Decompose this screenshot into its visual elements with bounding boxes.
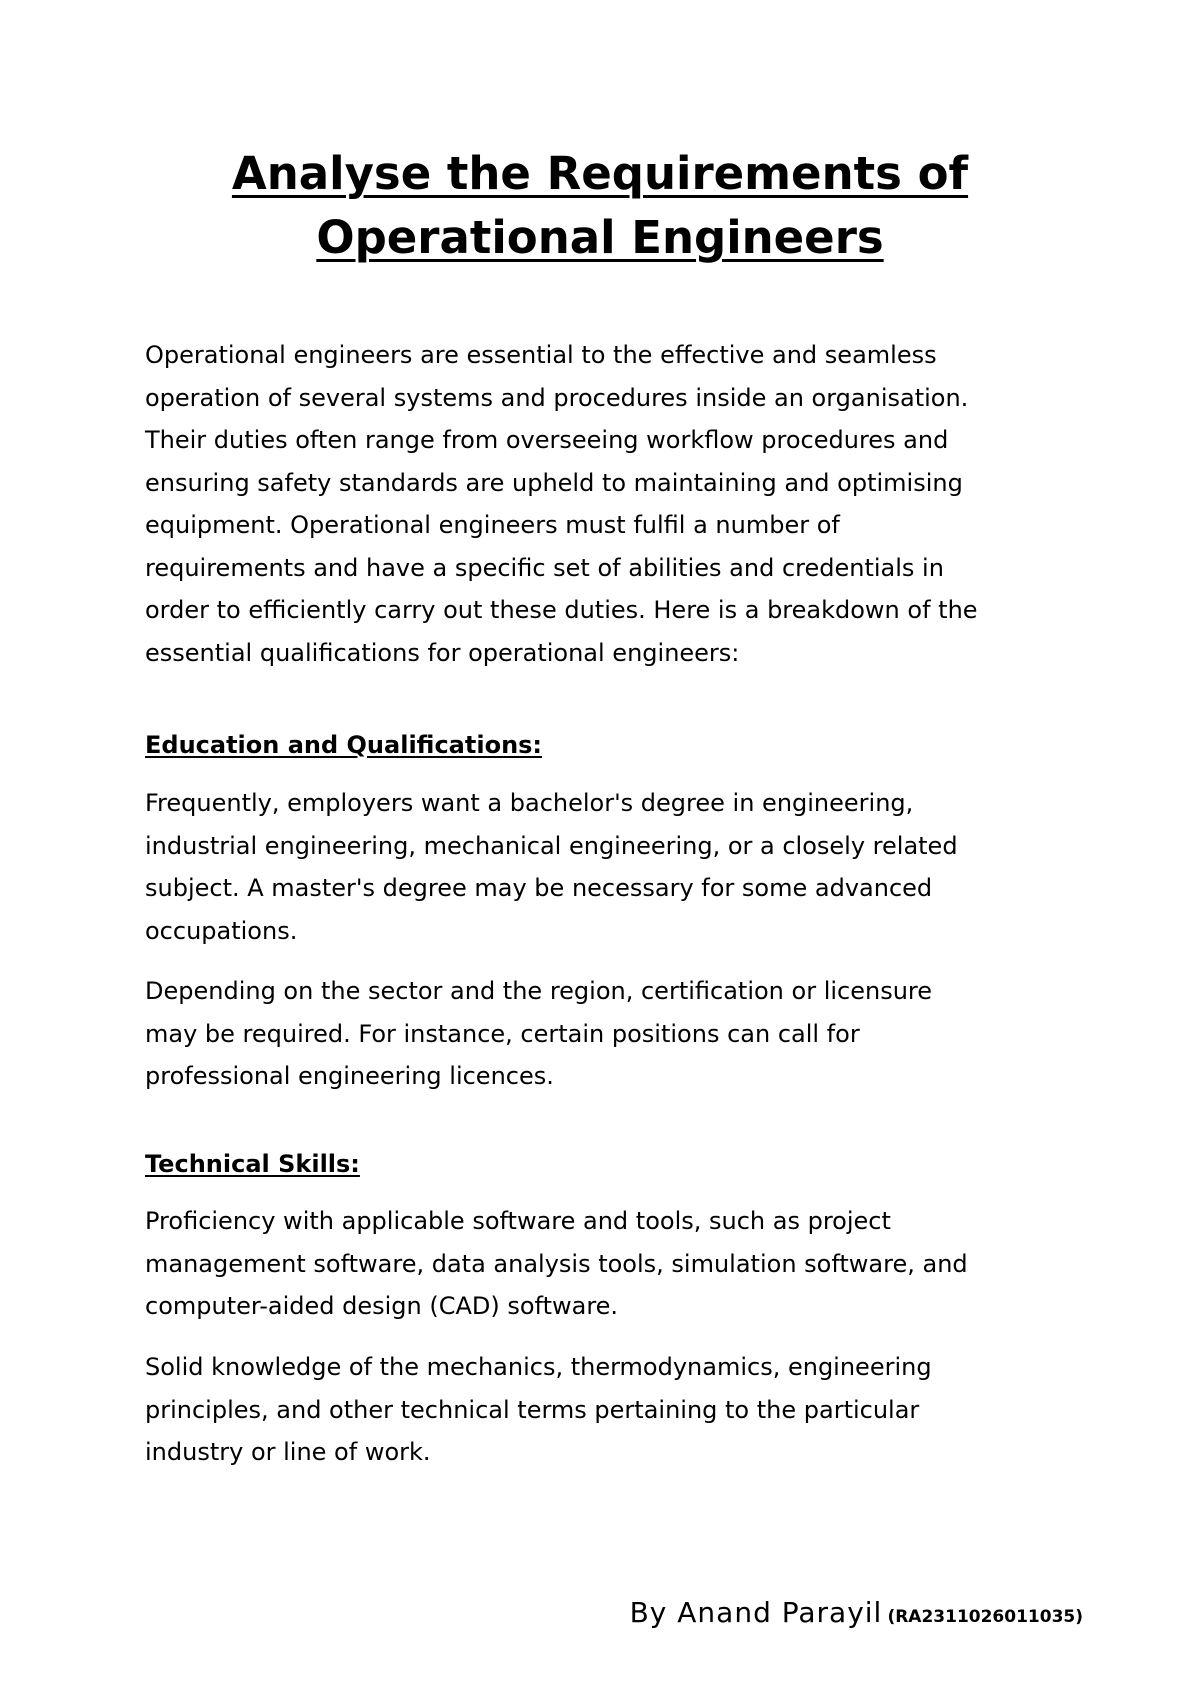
author-name: By Anand Parayil	[629, 1596, 883, 1629]
education-paragraph-degree	[145, 782, 1075, 952]
technical-paragraph-software	[145, 1200, 1075, 1328]
section-heading-technical-skills: Technical Skills:	[145, 1150, 360, 1178]
text-line: Their duties often range from overseeing workflow procedures and	[145, 426, 949, 454]
intro-paragraph	[145, 334, 1075, 674]
document-title	[100, 142, 1100, 270]
text-line: order to efficiently carry out these duties. Here is a breakdown of the	[145, 596, 978, 624]
text-line: essential qualifications for operational engineers:	[145, 638, 740, 667]
technical-paragraph-knowledge	[145, 1346, 1075, 1474]
text-line: Frequently, employers want a bachelor's degree in engineering,	[145, 789, 914, 817]
author-byline	[630, 1596, 1083, 1629]
text-line: industrial engineering, mechanical engineering, or a closely related	[145, 831, 958, 860]
text-line: ensuring safety standards are upheld to maintaining and optimising	[145, 468, 963, 497]
text-line: subject. A master's degree may be necessary for some advanced	[145, 874, 933, 902]
title-line: Analyse the Requirements of	[231, 147, 969, 200]
text-line: operation of several systems and procedures inside an organisation.	[145, 383, 969, 412]
text-line: Operational engineers are essential to the effective and seamless	[145, 341, 937, 369]
registration-number: (RA2311026011035)	[887, 1607, 1083, 1627]
text-line: may be required. For instance, certain positions can call for	[145, 1019, 860, 1048]
text-line: industry or line of work.	[145, 1438, 431, 1466]
text-line: management software, data analysis tools, simulation software, and	[145, 1249, 968, 1278]
text-line: professional engineering licences.	[145, 1062, 554, 1090]
text-line: Depending on the sector and the region, certification or licensure	[145, 977, 933, 1005]
text-line: equipment. Operational engineers must fulfil a number of	[145, 511, 840, 539]
title-line: Operational Engineers	[316, 211, 884, 264]
text-line: occupations.	[145, 916, 298, 945]
text-line: computer-aided design (CAD) software.	[145, 1292, 619, 1320]
section-heading-education: Education and Qualifications:	[145, 731, 543, 759]
text-line: Solid knowledge of the mechanics, thermodynamics, engineering	[145, 1353, 932, 1381]
education-paragraph-licensure	[145, 970, 1075, 1098]
text-line: principles, and other technical terms pertaining to the particular	[145, 1395, 920, 1424]
text-line: Proficiency with applicable software and tools, such as project	[145, 1207, 891, 1235]
text-line: requirements and have a specific set of abilities and credentials in	[145, 553, 944, 582]
